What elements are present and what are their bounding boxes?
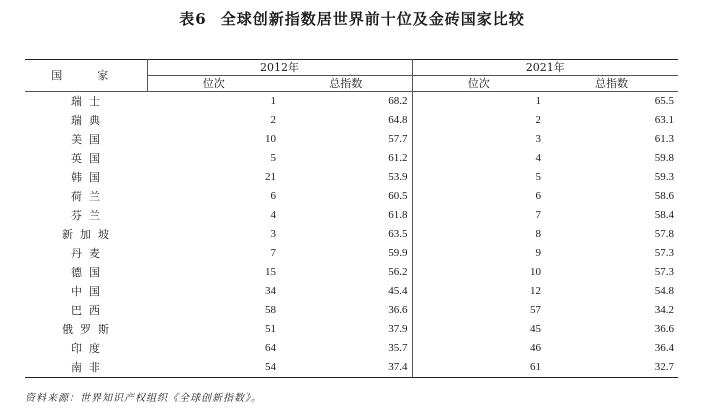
rank-2012-cell: 3 xyxy=(270,228,276,240)
rank-2012-cell: 58 xyxy=(265,304,276,316)
index-2012-cell: 63.5 xyxy=(280,225,412,244)
rank-2012-cell: 2 xyxy=(270,114,276,126)
index-2021-cell: 54.8 xyxy=(654,285,674,297)
index-2012-cell: 36.6 xyxy=(280,301,412,320)
rank-2012-cell: 15 xyxy=(265,266,276,278)
rank-2021-cell: 46 xyxy=(530,342,541,354)
country-cell: 中国 xyxy=(71,285,107,298)
rank-2021-cell: 57 xyxy=(530,304,541,316)
rank-2021-cell: 61 xyxy=(412,358,545,378)
index-2012-cell: 56.2 xyxy=(280,263,412,282)
country-column-header: 国 家 xyxy=(25,60,147,92)
country-cell: 韩国 xyxy=(71,171,107,184)
rank-2012-cell: 34 xyxy=(265,285,276,297)
table-row xyxy=(25,111,678,130)
index-2021-cell: 59.8 xyxy=(654,152,674,164)
rank-2021-cell: 2 xyxy=(535,114,541,126)
rank-2021-cell: 12 xyxy=(530,285,541,297)
index-2012-cell: 60.5 xyxy=(280,187,412,206)
index-2021-cell: 58.6 xyxy=(654,190,674,202)
rank-2012-cell: 6 xyxy=(270,190,276,202)
country-cell: 俄罗斯 xyxy=(62,323,116,336)
index-2021-cell: 63.1 xyxy=(654,114,674,126)
table-row xyxy=(25,358,678,378)
country-cell: 南非 xyxy=(25,358,147,378)
year-2012-header: 2012年 xyxy=(147,60,412,76)
table-row xyxy=(25,263,678,282)
index-2012-cell: 37.9 xyxy=(280,320,412,339)
index-2012-cell: 59.9 xyxy=(280,244,412,263)
innovation-index-table xyxy=(25,59,678,378)
table-row xyxy=(25,339,678,358)
index-2021-cell: 58.4 xyxy=(654,209,674,221)
index-2021-cell: 57.8 xyxy=(654,228,674,240)
table-number: 表6 xyxy=(179,10,207,28)
rank-2021-cell: 6 xyxy=(535,190,541,202)
rank-2012-cell: 21 xyxy=(265,171,276,183)
rank-2012-header: 位次 xyxy=(147,76,280,92)
index-2012-cell: 45.4 xyxy=(280,282,412,301)
table-title-text: 全球创新指数居世界前十位及金砖国家比较 xyxy=(220,10,525,28)
table-row xyxy=(25,92,678,112)
table-row xyxy=(25,206,678,225)
index-2012-cell: 61.8 xyxy=(280,206,412,225)
table-row xyxy=(25,168,678,187)
table-body xyxy=(25,92,678,378)
rank-2021-cell: 7 xyxy=(535,209,541,221)
index-2021-cell: 57.3 xyxy=(654,247,674,259)
country-cell: 印度 xyxy=(71,342,107,355)
index-2012-cell: 64.8 xyxy=(280,111,412,130)
index-2021-cell: 36.4 xyxy=(654,342,674,354)
table-row xyxy=(25,130,678,149)
rank-2012-cell: 1 xyxy=(270,95,276,107)
index-2012-cell: 68.2 xyxy=(280,92,412,112)
rank-2012-cell: 5 xyxy=(270,152,276,164)
index-2012-cell: 57.7 xyxy=(280,130,412,149)
index-2021-cell: 59.3 xyxy=(654,171,674,183)
rank-2012-cell: 10 xyxy=(265,133,276,145)
rank-2021-cell: 5 xyxy=(535,171,541,183)
rank-2021-cell: 9 xyxy=(535,247,541,259)
rank-2021-cell: 45 xyxy=(530,323,541,335)
table-title xyxy=(0,8,704,29)
index-2021-cell: 34.2 xyxy=(654,304,674,316)
table-row xyxy=(25,149,678,168)
rank-2012-cell: 4 xyxy=(270,209,276,221)
rank-2012-cell: 51 xyxy=(265,323,276,335)
index-2012-cell: 61.2 xyxy=(280,149,412,168)
index-2021-cell: 65.5 xyxy=(654,95,674,107)
rank-2012-cell: 54 xyxy=(147,358,280,378)
table-row xyxy=(25,282,678,301)
rank-2021-cell: 4 xyxy=(535,152,541,164)
rank-2012-cell: 64 xyxy=(265,342,276,354)
country-cell: 德国 xyxy=(71,266,107,279)
country-cell: 丹麦 xyxy=(71,247,107,260)
country-cell: 芬兰 xyxy=(71,209,107,222)
index-2021-cell: 36.6 xyxy=(654,323,674,335)
index-2012-cell: 35.7 xyxy=(280,339,412,358)
rank-2021-cell: 10 xyxy=(530,266,541,278)
index-2021-cell: 32.7 xyxy=(545,358,678,378)
index-2012-cell: 37.4 xyxy=(280,358,412,378)
country-cell: 瑞士 xyxy=(71,95,107,108)
country-cell: 巴西 xyxy=(71,304,107,317)
rank-2021-cell: 3 xyxy=(535,133,541,145)
index-2012-cell: 53.9 xyxy=(280,168,412,187)
year-2021-header: 2021年 xyxy=(412,60,678,76)
index-2012-header: 总指数 xyxy=(280,76,412,92)
country-cell: 瑞典 xyxy=(71,114,107,127)
source-note: 资料来源：世界知识产权组织《全球创新指数》。 xyxy=(25,393,262,404)
table-row xyxy=(25,301,678,320)
rank-2012-cell: 7 xyxy=(270,247,276,259)
country-cell: 荷兰 xyxy=(71,190,107,203)
index-2021-cell: 57.3 xyxy=(654,266,674,278)
table-row xyxy=(25,187,678,206)
country-cell: 新加坡 xyxy=(62,228,116,241)
index-2021-header: 总指数 xyxy=(545,76,678,92)
index-2021-cell: 61.3 xyxy=(654,133,674,145)
table-row xyxy=(25,225,678,244)
rank-2021-header: 位次 xyxy=(412,76,545,92)
table-row xyxy=(25,320,678,339)
table-row xyxy=(25,244,678,263)
country-cell: 美国 xyxy=(71,133,107,146)
country-cell: 英国 xyxy=(71,152,107,165)
rank-2021-cell: 8 xyxy=(535,228,541,240)
rank-2021-cell: 1 xyxy=(535,95,541,107)
